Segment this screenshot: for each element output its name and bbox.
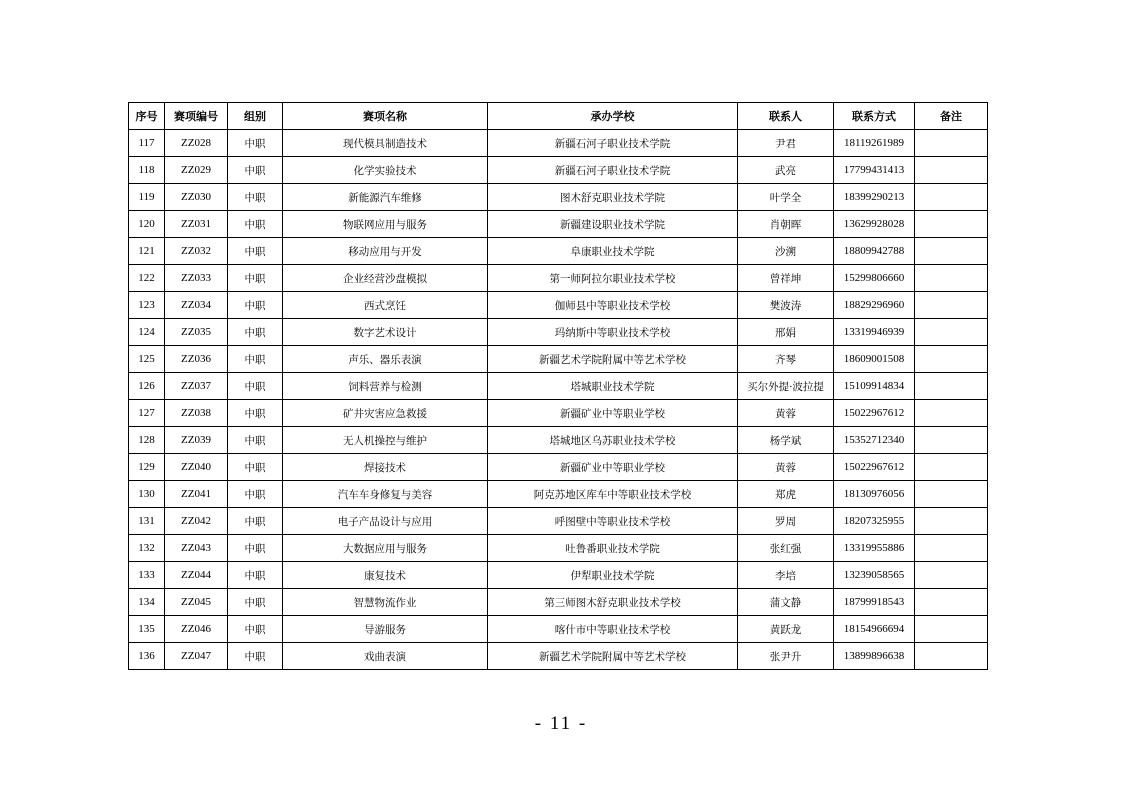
cell-group: 中职 <box>228 184 283 211</box>
header-contact-phone: 联系方式 <box>834 103 915 130</box>
cell-contest-name: 数字艺术设计 <box>283 319 488 346</box>
table-row <box>129 643 988 670</box>
header-contest-name: 赛项名称 <box>283 103 488 130</box>
cell-contact-phone: 15352712340 <box>834 427 915 454</box>
cell-group: 中职 <box>228 265 283 292</box>
cell-group: 中职 <box>228 373 283 400</box>
cell-contest-code: ZZ033 <box>165 265 228 292</box>
cell-remarks <box>915 454 988 481</box>
cell-contest-name: 无人机操控与维护 <box>283 427 488 454</box>
cell-contact-phone: 13319946939 <box>834 319 915 346</box>
cell-contact-phone: 18829296960 <box>834 292 915 319</box>
cell-host-school: 图木舒克职业技术学院 <box>488 184 738 211</box>
cell-index: 123 <box>129 292 165 319</box>
cell-contest-name: 企业经营沙盘模拟 <box>283 265 488 292</box>
contest-table-container <box>128 102 987 670</box>
cell-host-school: 新疆建设职业技术学院 <box>488 211 738 238</box>
cell-contact-phone: 18207325955 <box>834 508 915 535</box>
cell-contest-name: 西式烹饪 <box>283 292 488 319</box>
cell-remarks <box>915 643 988 670</box>
cell-group: 中职 <box>228 643 283 670</box>
cell-contact-person: 张红强 <box>738 535 834 562</box>
cell-contest-code: ZZ045 <box>165 589 228 616</box>
cell-remarks <box>915 265 988 292</box>
cell-group: 中职 <box>228 238 283 265</box>
cell-remarks <box>915 130 988 157</box>
cell-host-school: 玛纳斯中等职业技术学校 <box>488 319 738 346</box>
cell-contact-person: 叶学全 <box>738 184 834 211</box>
cell-remarks <box>915 427 988 454</box>
cell-contest-code: ZZ042 <box>165 508 228 535</box>
cell-remarks <box>915 292 988 319</box>
table-body <box>129 130 988 670</box>
cell-host-school: 塔城职业技术学院 <box>488 373 738 400</box>
table-row <box>129 616 988 643</box>
cell-contact-person: 黄跃龙 <box>738 616 834 643</box>
cell-group: 中职 <box>228 562 283 589</box>
table-row <box>129 508 988 535</box>
cell-host-school: 新疆矿业中等职业学校 <box>488 454 738 481</box>
cell-remarks <box>915 184 988 211</box>
cell-group: 中职 <box>228 427 283 454</box>
cell-index: 124 <box>129 319 165 346</box>
cell-contact-phone: 13239058565 <box>834 562 915 589</box>
cell-group: 中职 <box>228 589 283 616</box>
cell-remarks <box>915 562 988 589</box>
cell-host-school: 塔城地区乌苏职业技术学校 <box>488 427 738 454</box>
cell-remarks <box>915 238 988 265</box>
table-row <box>129 319 988 346</box>
table-row <box>129 481 988 508</box>
table-row <box>129 427 988 454</box>
cell-host-school: 新疆矿业中等职业学校 <box>488 400 738 427</box>
header-contact-person: 联系人 <box>738 103 834 130</box>
cell-contest-code: ZZ041 <box>165 481 228 508</box>
cell-contact-phone: 13629928028 <box>834 211 915 238</box>
cell-contact-person: 蒲文静 <box>738 589 834 616</box>
cell-contest-name: 电子产品设计与应用 <box>283 508 488 535</box>
cell-remarks <box>915 211 988 238</box>
cell-host-school: 新疆艺术学院附属中等艺术学校 <box>488 643 738 670</box>
cell-group: 中职 <box>228 535 283 562</box>
cell-contact-person: 李培 <box>738 562 834 589</box>
cell-index: 131 <box>129 508 165 535</box>
cell-contest-name: 焊接技术 <box>283 454 488 481</box>
cell-group: 中职 <box>228 508 283 535</box>
cell-remarks <box>915 346 988 373</box>
cell-host-school: 阿克苏地区库车中等职业技术学校 <box>488 481 738 508</box>
cell-contact-person: 买尔外提·波拉提 <box>738 373 834 400</box>
table-row <box>129 562 988 589</box>
cell-group: 中职 <box>228 292 283 319</box>
cell-contact-phone: 13319955886 <box>834 535 915 562</box>
cell-contest-name: 物联网应用与服务 <box>283 211 488 238</box>
cell-contact-person: 杨学斌 <box>738 427 834 454</box>
table-row <box>129 400 988 427</box>
page-number: - 11 - <box>534 713 588 734</box>
cell-contact-phone: 15022967612 <box>834 454 915 481</box>
table-row <box>129 454 988 481</box>
cell-host-school: 伊犁职业技术学院 <box>488 562 738 589</box>
cell-index: 136 <box>129 643 165 670</box>
cell-group: 中职 <box>228 130 283 157</box>
cell-contest-code: ZZ030 <box>165 184 228 211</box>
table-row <box>129 589 988 616</box>
cell-contact-phone: 17799431413 <box>834 157 915 184</box>
cell-host-school: 伽师县中等职业技术学校 <box>488 292 738 319</box>
cell-remarks <box>915 589 988 616</box>
cell-contact-person: 邢娟 <box>738 319 834 346</box>
cell-contest-code: ZZ039 <box>165 427 228 454</box>
cell-contact-phone: 15109914834 <box>834 373 915 400</box>
cell-index: 133 <box>129 562 165 589</box>
cell-host-school: 呼图壁中等职业技术学校 <box>488 508 738 535</box>
table-row <box>129 130 988 157</box>
table-row <box>129 265 988 292</box>
table-row <box>129 346 988 373</box>
cell-index: 130 <box>129 481 165 508</box>
cell-contest-name: 矿井灾害应急救援 <box>283 400 488 427</box>
cell-contest-name: 饲料营养与检测 <box>283 373 488 400</box>
cell-contact-person: 张尹升 <box>738 643 834 670</box>
table-row <box>129 211 988 238</box>
cell-contact-person: 郑虎 <box>738 481 834 508</box>
cell-contact-person: 黄蓉 <box>738 400 834 427</box>
header-remarks: 备注 <box>915 103 988 130</box>
cell-remarks <box>915 508 988 535</box>
cell-host-school: 新疆石河子职业技术学院 <box>488 130 738 157</box>
cell-group: 中职 <box>228 454 283 481</box>
cell-host-school: 新疆艺术学院附属中等艺术学校 <box>488 346 738 373</box>
cell-contact-phone: 18399290213 <box>834 184 915 211</box>
cell-group: 中职 <box>228 211 283 238</box>
cell-contest-code: ZZ035 <box>165 319 228 346</box>
cell-remarks <box>915 535 988 562</box>
cell-contest-name: 化学实验技术 <box>283 157 488 184</box>
cell-contest-code: ZZ031 <box>165 211 228 238</box>
cell-contest-name: 智慧物流作业 <box>283 589 488 616</box>
header-host-school: 承办学校 <box>488 103 738 130</box>
table-row <box>129 535 988 562</box>
table-row <box>129 238 988 265</box>
cell-group: 中职 <box>228 481 283 508</box>
table-row <box>129 373 988 400</box>
cell-contest-name: 康复技术 <box>283 562 488 589</box>
cell-group: 中职 <box>228 157 283 184</box>
cell-contest-code: ZZ032 <box>165 238 228 265</box>
cell-contact-phone: 18809942788 <box>834 238 915 265</box>
cell-contact-phone: 15022967612 <box>834 400 915 427</box>
cell-index: 129 <box>129 454 165 481</box>
cell-contact-person: 肖朝晖 <box>738 211 834 238</box>
cell-contest-code: ZZ029 <box>165 157 228 184</box>
cell-index: 135 <box>129 616 165 643</box>
cell-contest-code: ZZ028 <box>165 130 228 157</box>
cell-contest-name: 大数据应用与服务 <box>283 535 488 562</box>
cell-contact-phone: 18799918543 <box>834 589 915 616</box>
cell-contest-name: 声乐、器乐表演 <box>283 346 488 373</box>
cell-contest-name: 移动应用与开发 <box>283 238 488 265</box>
cell-contest-name: 汽车车身修复与美容 <box>283 481 488 508</box>
cell-contact-person: 曾祥坤 <box>738 265 834 292</box>
cell-contact-phone: 15299806660 <box>834 265 915 292</box>
table-row <box>129 157 988 184</box>
cell-contact-phone: 18130976056 <box>834 481 915 508</box>
cell-contest-name: 新能源汽车维修 <box>283 184 488 211</box>
cell-contact-person: 武亮 <box>738 157 834 184</box>
table-header-row <box>129 103 988 130</box>
header-group: 组别 <box>228 103 283 130</box>
cell-contest-code: ZZ044 <box>165 562 228 589</box>
cell-host-school: 喀什市中等职业技术学校 <box>488 616 738 643</box>
cell-contest-code: ZZ038 <box>165 400 228 427</box>
cell-host-school: 第一师阿拉尔职业技术学校 <box>488 265 738 292</box>
header-contest-code: 赛项编号 <box>165 103 228 130</box>
cell-group: 中职 <box>228 346 283 373</box>
cell-contact-person: 罗周 <box>738 508 834 535</box>
cell-contest-name: 导游服务 <box>283 616 488 643</box>
cell-contact-person: 齐琴 <box>738 346 834 373</box>
cell-remarks <box>915 616 988 643</box>
cell-contact-phone: 18119261989 <box>834 130 915 157</box>
cell-index: 134 <box>129 589 165 616</box>
cell-index: 126 <box>129 373 165 400</box>
cell-index: 125 <box>129 346 165 373</box>
cell-contest-code: ZZ046 <box>165 616 228 643</box>
cell-index: 121 <box>129 238 165 265</box>
cell-group: 中职 <box>228 319 283 346</box>
cell-contact-person: 黄蓉 <box>738 454 834 481</box>
cell-index: 119 <box>129 184 165 211</box>
cell-index: 128 <box>129 427 165 454</box>
cell-remarks <box>915 481 988 508</box>
cell-contest-code: ZZ047 <box>165 643 228 670</box>
cell-contest-name: 戏曲表演 <box>283 643 488 670</box>
cell-remarks <box>915 157 988 184</box>
cell-group: 中职 <box>228 616 283 643</box>
cell-host-school: 第三师图木舒克职业技术学校 <box>488 589 738 616</box>
cell-contest-name: 现代模具制造技术 <box>283 130 488 157</box>
cell-host-school: 新疆石河子职业技术学院 <box>488 157 738 184</box>
cell-contact-person: 尹君 <box>738 130 834 157</box>
cell-index: 122 <box>129 265 165 292</box>
cell-contact-phone: 13899896638 <box>834 643 915 670</box>
cell-index: 118 <box>129 157 165 184</box>
header-index: 序号 <box>129 103 165 130</box>
cell-contest-code: ZZ036 <box>165 346 228 373</box>
cell-contest-code: ZZ037 <box>165 373 228 400</box>
cell-contact-person: 樊波涛 <box>738 292 834 319</box>
cell-contact-phone: 18154966694 <box>834 616 915 643</box>
cell-host-school: 阜康职业技术学院 <box>488 238 738 265</box>
cell-contest-code: ZZ034 <box>165 292 228 319</box>
cell-index: 117 <box>129 130 165 157</box>
cell-index: 127 <box>129 400 165 427</box>
cell-index: 132 <box>129 535 165 562</box>
cell-contact-person: 沙溯 <box>738 238 834 265</box>
cell-contest-code: ZZ043 <box>165 535 228 562</box>
cell-contest-code: ZZ040 <box>165 454 228 481</box>
table-row <box>129 292 988 319</box>
table-row <box>129 184 988 211</box>
cell-remarks <box>915 319 988 346</box>
cell-index: 120 <box>129 211 165 238</box>
cell-host-school: 吐鲁番职业技术学院 <box>488 535 738 562</box>
cell-remarks <box>915 373 988 400</box>
cell-contact-phone: 18609001508 <box>834 346 915 373</box>
contest-table <box>128 102 988 670</box>
cell-group: 中职 <box>228 400 283 427</box>
cell-remarks <box>915 400 988 427</box>
